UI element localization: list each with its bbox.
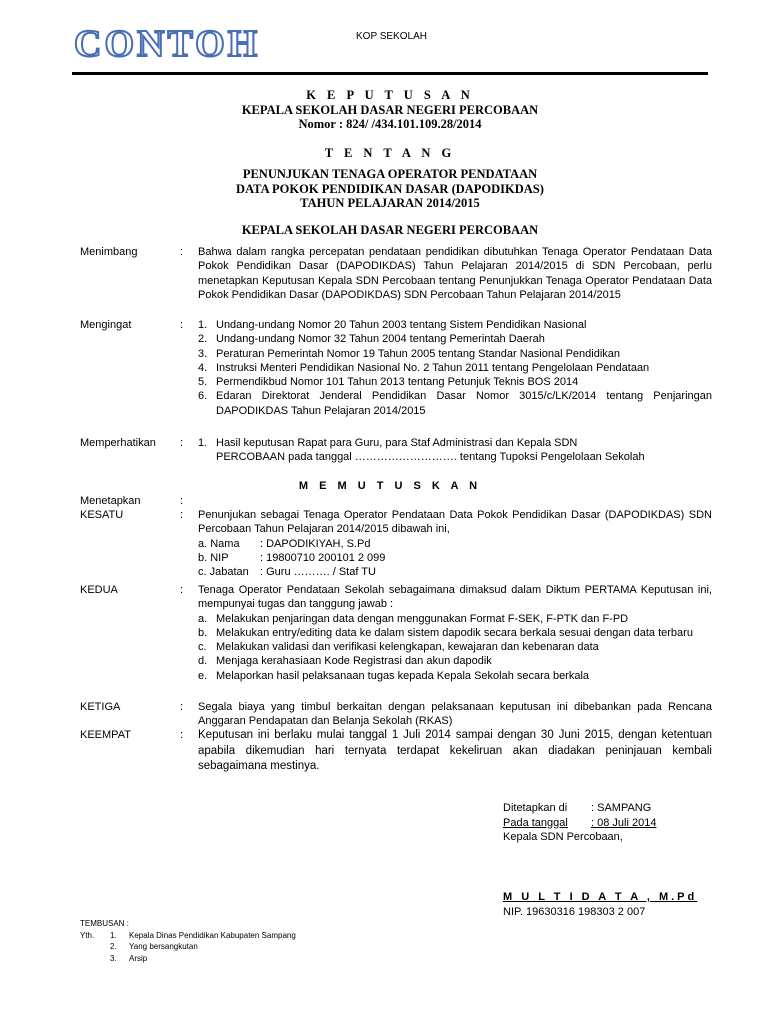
section-ketiga bbox=[80, 700, 712, 729]
subject-block bbox=[72, 167, 708, 211]
section-label: KEDUA bbox=[80, 584, 118, 596]
title-nomor: Nomor : 824/ /434.101.109.28/2014 bbox=[298, 117, 482, 131]
ditetapkan-value: : SAMPANG bbox=[591, 802, 652, 814]
section-colon: : bbox=[180, 509, 184, 521]
item-text: Melakukan validasi dan verifikasi kelengkapan, kewajaran dan kebenaran data bbox=[216, 641, 599, 654]
list-item bbox=[198, 436, 712, 450]
item-text: Arsip bbox=[129, 953, 148, 963]
section-colon: : bbox=[180, 246, 184, 258]
field-row bbox=[198, 565, 712, 579]
signatory-nip: NIP. 19630316 198303 2 007 bbox=[503, 905, 646, 918]
subject-line-3: TAHUN PELAJARAN 2014/2015 bbox=[300, 196, 480, 210]
item-text: Melakukan penjaringan data dengan menggunakan Format F-SEK, F-PTK dan F-PD bbox=[216, 612, 629, 625]
subject-line-2: DATA POKOK PENDIDIKAN DASAR (DAPODIKDAS) bbox=[236, 181, 544, 196]
section-colon: : bbox=[180, 495, 184, 507]
title-tentang: T E N T A N G bbox=[324, 146, 456, 160]
section-label: Mengingat bbox=[80, 319, 132, 331]
section-label: KESATU bbox=[80, 509, 124, 521]
list-item bbox=[198, 669, 712, 683]
signature-block bbox=[503, 801, 656, 845]
memperhatikan-list bbox=[198, 436, 712, 465]
section-memperhatikan bbox=[80, 436, 712, 465]
section-kedua bbox=[80, 583, 712, 683]
menimbang-text: Bahwa dalam rangka percepatan pendataan pendidikan dibutuhkan Tenaga Operator Pendataan Data Pokok Pendidikan Dasar (DAPODIKDAS) Tahun Pelajaran 2014/2015 di SDN Percobaan, perlu menetapkan Keputusan Kepala SDN Percobaan tentang Penunjukkan Tenaga Operator Pendataan Data Pokok Pendidikan Dasar (DAPODIKDAS) SDN Percobaan Tahun Pelajaran 2014/2015 bbox=[198, 246, 712, 301]
item-text: Instruksi Menteri Pendidikan Nasional No. 2 Tahun 2011 tentang Pengelolaan Pendataan bbox=[216, 361, 650, 374]
list-item bbox=[198, 626, 712, 640]
item-letter: a. bbox=[198, 612, 208, 625]
item-text-continued: PERCOBAAN pada tanggal ………………………. tentang Tupoksi Pengelolaan Sekolah bbox=[216, 451, 645, 464]
ketiga-text: Segala biaya yang timbul berkaitan dengan pelaksanaan keputusan ini dibebankan pada Rencana Anggaran Pendapatan dan Belanja Sekolah (RKAS) bbox=[198, 701, 712, 728]
item-number: 4. bbox=[198, 361, 208, 374]
kop-sekolah: KOP SEKOLAH bbox=[356, 31, 427, 42]
item-number: 1. bbox=[110, 930, 117, 940]
contoh-watermark: CONTOH bbox=[74, 23, 261, 65]
field-row bbox=[198, 551, 712, 565]
tembusan-title: TEMBUSAN : bbox=[80, 919, 129, 928]
section-mengingat bbox=[80, 318, 712, 418]
kesatu-text: Penunjukan sebagai Tenaga Operator Pendataan Data Pokok Pendidikan Dasar (DAPODIKDAS) SDN Percobaan Tahun Pelajaran 2014/2015 dibawah ini, bbox=[198, 509, 712, 536]
section-colon: : bbox=[180, 437, 184, 449]
field-label: c. Jabatan bbox=[198, 566, 249, 579]
section-label: KEEMPAT bbox=[80, 729, 131, 741]
ditetapkan-row bbox=[503, 801, 656, 816]
item-number: 6. bbox=[198, 390, 208, 403]
item-text: Melaporkan hasil pelaksanaan tugas kepada Kepala Sekolah secara berkala bbox=[216, 669, 590, 682]
item-text: Peraturan Pemerintah Nomor 19 Tahun 2005 tentang Standar Nasional Pendidikan bbox=[216, 347, 621, 360]
subject-line-1: PENUNJUKAN TENAGA OPERATOR PENDATAAN bbox=[242, 167, 538, 181]
field-row bbox=[198, 537, 712, 551]
item-text: Yang bersangkutan bbox=[129, 942, 198, 951]
keempat-text: Keputusan ini berlaku mulai tanggal 1 Juli 2014 sampai dengan 30 Juni 2015, dengan ketentuan apabila dikemudian hari ternyata terdapat kekeliruan akan diadakan peninjauan kembali sebagaimana mestinya. bbox=[198, 729, 712, 772]
field-value: : Guru ………. / Staf TU bbox=[260, 566, 376, 579]
list-item bbox=[198, 654, 712, 668]
issuer-line: KEPALA SEKOLAH DASAR NEGERI PERCOBAAN bbox=[241, 223, 539, 237]
item-number: 1. bbox=[198, 437, 208, 449]
memutuskan-heading: M E M U T U S K A N bbox=[298, 480, 482, 492]
issuer-heading bbox=[72, 223, 708, 238]
list-item bbox=[198, 612, 712, 626]
item-letter: c. bbox=[198, 641, 207, 654]
list-item bbox=[198, 318, 712, 332]
item-number: 1. bbox=[198, 319, 208, 331]
mengingat-list bbox=[198, 318, 712, 418]
tembusan-item bbox=[80, 941, 296, 953]
section-label: Memperhatikan bbox=[80, 437, 156, 449]
field-label: a. Nama bbox=[198, 537, 240, 550]
tembusan-prefix: Yth. bbox=[80, 930, 95, 940]
field-value: : 19800710 200101 2 099 bbox=[260, 551, 386, 564]
title-keputusan: K E P U T U S A N bbox=[306, 88, 474, 102]
item-text: Melakukan entry/editing data ke dalam sistem dapodik secara berkala sesuai dengan data terbaru bbox=[216, 626, 693, 639]
section-kesatu bbox=[80, 508, 712, 579]
section-colon: : bbox=[180, 729, 184, 741]
field-label: b. NIP bbox=[198, 551, 229, 564]
header-rule bbox=[72, 72, 708, 75]
tanggal-label: Pada tanggal bbox=[503, 816, 568, 829]
section-keempat bbox=[80, 728, 712, 775]
section-menetapkan bbox=[80, 494, 712, 508]
list-item bbox=[198, 375, 712, 389]
title-issuer: KEPALA SEKOLAH DASAR NEGERI PERCOBAAN bbox=[241, 102, 539, 117]
tanggal-row bbox=[503, 816, 656, 831]
kedua-text: Tenaga Operator Pendataan Sekolah sebagaimana dimaksud dalam Diktum PERTAMA Keputusan ini, mempunyai tugas dan tanggung jawab : bbox=[198, 584, 712, 611]
tembusan-item bbox=[80, 953, 296, 965]
section-colon: : bbox=[180, 701, 184, 713]
title-block bbox=[72, 88, 708, 132]
item-text: Undang-undang Nomor 32 Tahun 2004 tentang Pemerintah Daerah bbox=[216, 333, 545, 346]
item-letter: d. bbox=[198, 655, 208, 668]
item-text: Menjaga kerahasiaan Kode Registrasi dan akun dapodik bbox=[216, 655, 492, 668]
section-menimbang bbox=[80, 245, 712, 302]
item-number: 3. bbox=[198, 347, 208, 360]
signatory-block bbox=[503, 890, 697, 919]
tembusan-block bbox=[80, 918, 296, 964]
tentang-heading bbox=[72, 146, 708, 161]
signatory-position: Kepala SDN Percobaan, bbox=[503, 831, 623, 844]
item-letter: e. bbox=[198, 669, 208, 682]
section-label: Menetapkan bbox=[80, 495, 141, 507]
section-colon: : bbox=[180, 319, 184, 331]
item-text: Kepala Dinas Pendidikan Kabupaten Sampang bbox=[129, 930, 296, 940]
item-number: 2. bbox=[110, 942, 117, 951]
item-number: 3. bbox=[110, 953, 117, 963]
list-item bbox=[198, 347, 712, 361]
item-text: Undang-undang Nomor 20 Tahun 2003 tentang Sistem Pendidikan Nasional bbox=[216, 319, 587, 331]
ditetapkan-label: Ditetapkan di bbox=[503, 802, 568, 814]
list-item bbox=[198, 332, 712, 346]
section-label: Menimbang bbox=[80, 246, 138, 258]
list-item bbox=[198, 640, 712, 654]
item-text: Permendikbud Nomor 101 Tahun 2013 tentang Petunjuk Teknis BOS 2014 bbox=[216, 376, 579, 389]
field-value: : DAPODIKIYAH, S.Pd bbox=[260, 537, 371, 550]
list-item bbox=[198, 389, 712, 418]
item-text: Hasil keputusan Rapat para Guru, para Staf Administrasi dan Kepala SDN bbox=[216, 437, 578, 449]
item-text: Edaran Direktorat Jenderal Pendidikan Dasar Nomor 3015/c/LK/2014 tentang Penjaringan DAPODIKDAS Tahun Pelajaran 2014/2015 bbox=[216, 390, 712, 417]
section-colon: : bbox=[180, 584, 184, 596]
item-number: 5. bbox=[198, 376, 208, 389]
tembusan-item bbox=[80, 930, 296, 942]
item-number: 2. bbox=[198, 333, 208, 346]
signatory-name: M U L T I D A T A , M.Pd bbox=[503, 891, 698, 903]
list-item bbox=[198, 361, 712, 375]
item-letter: b. bbox=[198, 626, 208, 639]
section-label: KETIGA bbox=[80, 701, 121, 713]
tanggal-value: : 08 Juli 2014 bbox=[591, 816, 657, 829]
